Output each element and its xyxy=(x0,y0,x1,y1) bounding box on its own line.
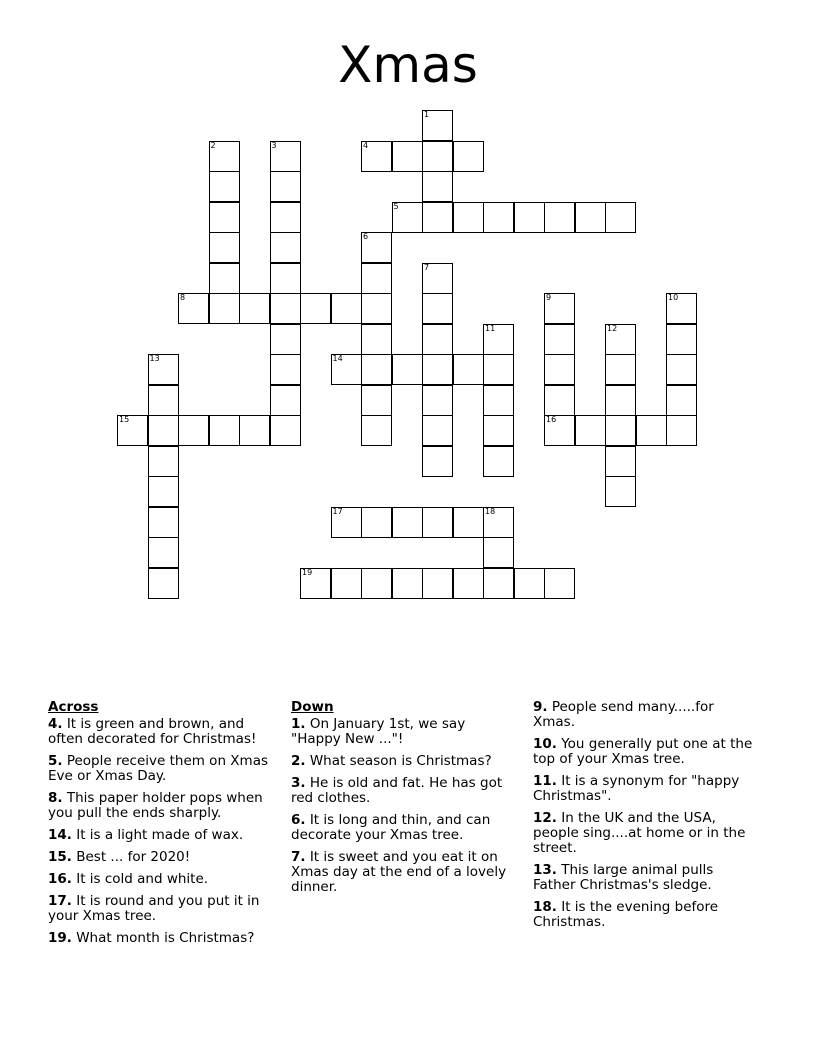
clue-number: 9 xyxy=(546,293,552,302)
grid-cell[interactable] xyxy=(666,354,697,385)
clue-item-text: What season is Christmas? xyxy=(305,753,492,769)
clue-number: 14 xyxy=(332,354,343,363)
clue-item-number: 19. xyxy=(48,930,72,946)
down-heading: Down xyxy=(291,699,334,715)
grid-cell[interactable] xyxy=(544,385,575,416)
clue-item xyxy=(48,754,280,784)
clue-item-number: 9. xyxy=(533,699,548,715)
grid-cell[interactable] xyxy=(270,202,301,233)
clue-item xyxy=(533,774,758,804)
grid-cell[interactable] xyxy=(422,568,453,599)
clue-item-text: You generally put one at the top of your Xmas tree. xyxy=(533,736,753,767)
grid-cell[interactable] xyxy=(270,385,301,416)
grid-cell[interactable] xyxy=(270,324,301,355)
clue-item xyxy=(533,700,758,730)
grid-cell[interactable] xyxy=(605,385,636,416)
clue-item-number: 3. xyxy=(291,775,306,791)
grid-cell[interactable] xyxy=(453,568,484,599)
grid-cell[interactable] xyxy=(361,415,392,446)
grid-cell[interactable] xyxy=(422,385,453,416)
clue-item-text: It is long and thin, and can decorate your Xmas tree. xyxy=(291,812,491,843)
grid-cell[interactable] xyxy=(483,537,514,568)
clue-item-text: It is cold and white. xyxy=(71,871,209,887)
grid-cell[interactable] xyxy=(636,415,667,446)
clue-item xyxy=(291,850,516,895)
clue-number: 19 xyxy=(302,567,313,577)
clue-item-number: 6. xyxy=(291,812,306,828)
grid-cell[interactable] xyxy=(148,415,179,446)
grid-cell[interactable] xyxy=(148,568,179,599)
grid-cell[interactable] xyxy=(361,385,392,416)
grid-cell[interactable] xyxy=(209,202,240,233)
grid-cell[interactable] xyxy=(148,537,179,568)
grid-cell[interactable] xyxy=(422,171,453,202)
clue-item-number: 2. xyxy=(291,753,306,769)
clue-number: 3 xyxy=(271,140,277,150)
clue-item-text: This large animal pulls Father Christmas's sledge. xyxy=(533,862,714,893)
grid-cell-2[interactable] xyxy=(209,141,240,172)
grid-cell-4[interactable] xyxy=(361,141,392,172)
down-list-2 xyxy=(533,700,758,930)
clue-item-text: On January 1st, we say "Happy New ..."! xyxy=(291,716,466,747)
grid-cell[interactable] xyxy=(575,415,606,446)
grid-cell-11[interactable] xyxy=(483,324,514,355)
grid-cell[interactable] xyxy=(544,354,575,385)
clue-item-number: 16. xyxy=(48,871,72,887)
clue-item-text: He is old and fat. He has got red clothes. xyxy=(291,775,503,806)
clue-item-text: It is sweet and you eat it on Xmas day at the end of a lovely dinner. xyxy=(291,849,507,895)
grid-cell[interactable] xyxy=(514,202,545,233)
clue-item xyxy=(48,828,280,843)
down-clues-continued xyxy=(533,700,758,937)
grid-cell[interactable] xyxy=(270,415,301,446)
grid-cell[interactable] xyxy=(361,354,392,385)
grid-cell[interactable] xyxy=(453,354,484,385)
across-clues xyxy=(48,700,280,953)
grid-cell[interactable] xyxy=(148,385,179,416)
grid-cell[interactable] xyxy=(483,415,514,446)
clue-item-number: 1. xyxy=(291,716,306,732)
clue-item-text: People receive them on Xmas Eve or Xmas Day. xyxy=(48,753,268,784)
grid-cell[interactable] xyxy=(575,202,606,233)
grid-cell[interactable] xyxy=(270,171,301,202)
puzzle-title: Xmas xyxy=(338,36,478,94)
grid-cell[interactable] xyxy=(514,568,545,599)
clue-item-text: It is the evening before Christmas. xyxy=(533,899,719,930)
clue-item xyxy=(533,811,758,856)
grid-cell-1[interactable] xyxy=(422,110,453,141)
clue-item-number: 12. xyxy=(533,810,557,826)
grid-cell[interactable] xyxy=(605,202,636,233)
clue-number: 7 xyxy=(424,262,430,272)
grid-cell[interactable] xyxy=(392,354,423,385)
clue-number: 18 xyxy=(485,506,496,516)
grid-cell[interactable] xyxy=(666,415,697,446)
grid-cell[interactable] xyxy=(544,568,575,599)
grid-cell[interactable] xyxy=(422,507,453,538)
grid-cell-12[interactable] xyxy=(605,324,636,355)
clue-number: 10 xyxy=(668,293,679,302)
grid-cell[interactable] xyxy=(361,568,392,599)
clue-item xyxy=(291,776,516,806)
clue-number: 5 xyxy=(393,201,399,211)
clue-number: 15 xyxy=(119,415,130,424)
down-list-1 xyxy=(291,717,516,895)
clue-item xyxy=(48,931,280,946)
grid-cell[interactable] xyxy=(209,293,240,324)
across-heading: Across xyxy=(48,699,99,715)
clue-number: 17 xyxy=(332,506,343,516)
grid-cell[interactable] xyxy=(422,202,453,233)
across-list xyxy=(48,717,280,946)
grid-cell-10[interactable] xyxy=(666,293,697,324)
grid-cell-13[interactable] xyxy=(148,354,179,385)
clue-item-number: 7. xyxy=(291,849,306,865)
clue-number: 2 xyxy=(210,140,216,150)
grid-cell[interactable] xyxy=(361,324,392,355)
clue-item xyxy=(291,754,516,769)
clue-item-text: This paper holder pops when you pull the ends sharply. xyxy=(48,790,263,821)
clue-item-number: 8. xyxy=(48,790,63,806)
clue-item-text: In the UK and the USA, people sing....at home or in the street. xyxy=(533,810,746,856)
grid-cell[interactable] xyxy=(483,385,514,416)
clue-item-number: 14. xyxy=(48,827,72,843)
grid-cell[interactable] xyxy=(270,354,301,385)
grid-cell[interactable] xyxy=(544,202,575,233)
grid-cell[interactable] xyxy=(148,446,179,477)
clue-item xyxy=(533,863,758,893)
grid-cell[interactable] xyxy=(270,293,301,324)
grid-cell[interactable] xyxy=(239,293,270,324)
grid-cell[interactable] xyxy=(544,324,575,355)
clue-item-text: Best ... for 2020! xyxy=(71,849,191,865)
grid-cell[interactable] xyxy=(666,385,697,416)
clue-number: 6 xyxy=(363,232,369,241)
grid-cell-16[interactable] xyxy=(544,415,575,446)
grid-cell[interactable] xyxy=(209,263,240,294)
grid-cell[interactable] xyxy=(331,293,362,324)
clue-number: 8 xyxy=(180,293,186,302)
clue-item xyxy=(533,900,758,930)
grid-cell[interactable] xyxy=(361,293,392,324)
down-clues xyxy=(291,700,516,902)
grid-cell-6[interactable] xyxy=(361,232,392,263)
grid-cell[interactable] xyxy=(483,202,514,233)
clue-item xyxy=(533,737,758,767)
grid-cell-3[interactable] xyxy=(270,141,301,172)
grid-cell[interactable] xyxy=(483,568,514,599)
clue-number: 11 xyxy=(485,323,496,333)
grid-cell[interactable] xyxy=(392,141,423,172)
grid-cell[interactable] xyxy=(148,476,179,507)
clue-item xyxy=(48,850,280,865)
clue-item-text: People send many.....for Xmas. xyxy=(533,699,714,730)
grid-cell[interactable] xyxy=(605,446,636,477)
grid-cell-18[interactable] xyxy=(483,507,514,538)
grid-cell[interactable] xyxy=(239,415,270,446)
grid-cell[interactable] xyxy=(605,354,636,385)
clue-item-text: What month is Christmas? xyxy=(71,930,255,946)
clue-item-number: 4. xyxy=(48,716,63,732)
grid-cell[interactable] xyxy=(666,324,697,355)
grid-cell[interactable] xyxy=(453,507,484,538)
grid-cell[interactable] xyxy=(422,141,453,172)
clue-item-number: 13. xyxy=(533,862,557,878)
grid-cell-19[interactable] xyxy=(300,568,331,599)
clue-item-text: It is round and you put it in your Xmas tree. xyxy=(48,893,260,924)
clue-item-text: It is a synonym for "happy Christmas". xyxy=(533,773,740,804)
grid-cell[interactable] xyxy=(483,354,514,385)
grid-cell[interactable] xyxy=(178,415,209,446)
grid-cell[interactable] xyxy=(422,354,453,385)
clue-item xyxy=(48,872,280,887)
grid-cell-9[interactable] xyxy=(544,293,575,324)
clue-item xyxy=(291,813,516,843)
grid-cell-17[interactable] xyxy=(331,507,362,538)
grid-cell-15[interactable] xyxy=(117,415,148,446)
grid-cell[interactable] xyxy=(331,568,362,599)
clue-number: 12 xyxy=(607,323,618,333)
clue-number: 13 xyxy=(149,354,160,363)
grid-cell[interactable] xyxy=(361,507,392,538)
clue-item xyxy=(48,791,280,821)
clue-number: 4 xyxy=(363,140,369,150)
grid-cell[interactable] xyxy=(209,171,240,202)
clue-item xyxy=(48,717,280,747)
clue-item-number: 11. xyxy=(533,773,557,789)
grid-cell[interactable] xyxy=(148,507,179,538)
grid-cell[interactable] xyxy=(209,232,240,263)
clue-item-number: 10. xyxy=(533,736,557,752)
grid-cell[interactable] xyxy=(392,568,423,599)
clue-item-number: 18. xyxy=(533,899,557,915)
clue-item-number: 15. xyxy=(48,849,72,865)
grid-cell[interactable] xyxy=(422,324,453,355)
clue-item xyxy=(48,894,280,924)
clue-item-text: It is a light made of wax. xyxy=(71,827,244,843)
grid-cell-8[interactable] xyxy=(178,293,209,324)
grid-cell[interactable] xyxy=(270,263,301,294)
grid-cell[interactable] xyxy=(209,415,240,446)
grid-cell[interactable] xyxy=(422,293,453,324)
grid-cell[interactable] xyxy=(392,507,423,538)
grid-cell[interactable] xyxy=(361,263,392,294)
clue-item-number: 5. xyxy=(48,753,63,769)
grid-cell-7[interactable] xyxy=(422,263,453,294)
clue-item-text: It is green and brown, and often decorated for Christmas! xyxy=(48,716,257,747)
grid-cell-14[interactable] xyxy=(331,354,362,385)
grid-cell[interactable] xyxy=(422,446,453,477)
grid-cell[interactable] xyxy=(605,476,636,507)
grid-cell[interactable] xyxy=(605,415,636,446)
grid-cell[interactable] xyxy=(300,293,331,324)
clue-number: 1 xyxy=(424,110,430,119)
grid-cell[interactable] xyxy=(453,202,484,233)
grid-cell[interactable] xyxy=(422,415,453,446)
clue-item xyxy=(291,717,516,747)
clue-number: 16 xyxy=(546,415,557,424)
grid-cell[interactable] xyxy=(270,232,301,263)
grid-cell[interactable] xyxy=(453,141,484,172)
grid-cell-5[interactable] xyxy=(392,202,423,233)
grid-cell[interactable] xyxy=(483,446,514,477)
clue-item-number: 17. xyxy=(48,893,72,909)
